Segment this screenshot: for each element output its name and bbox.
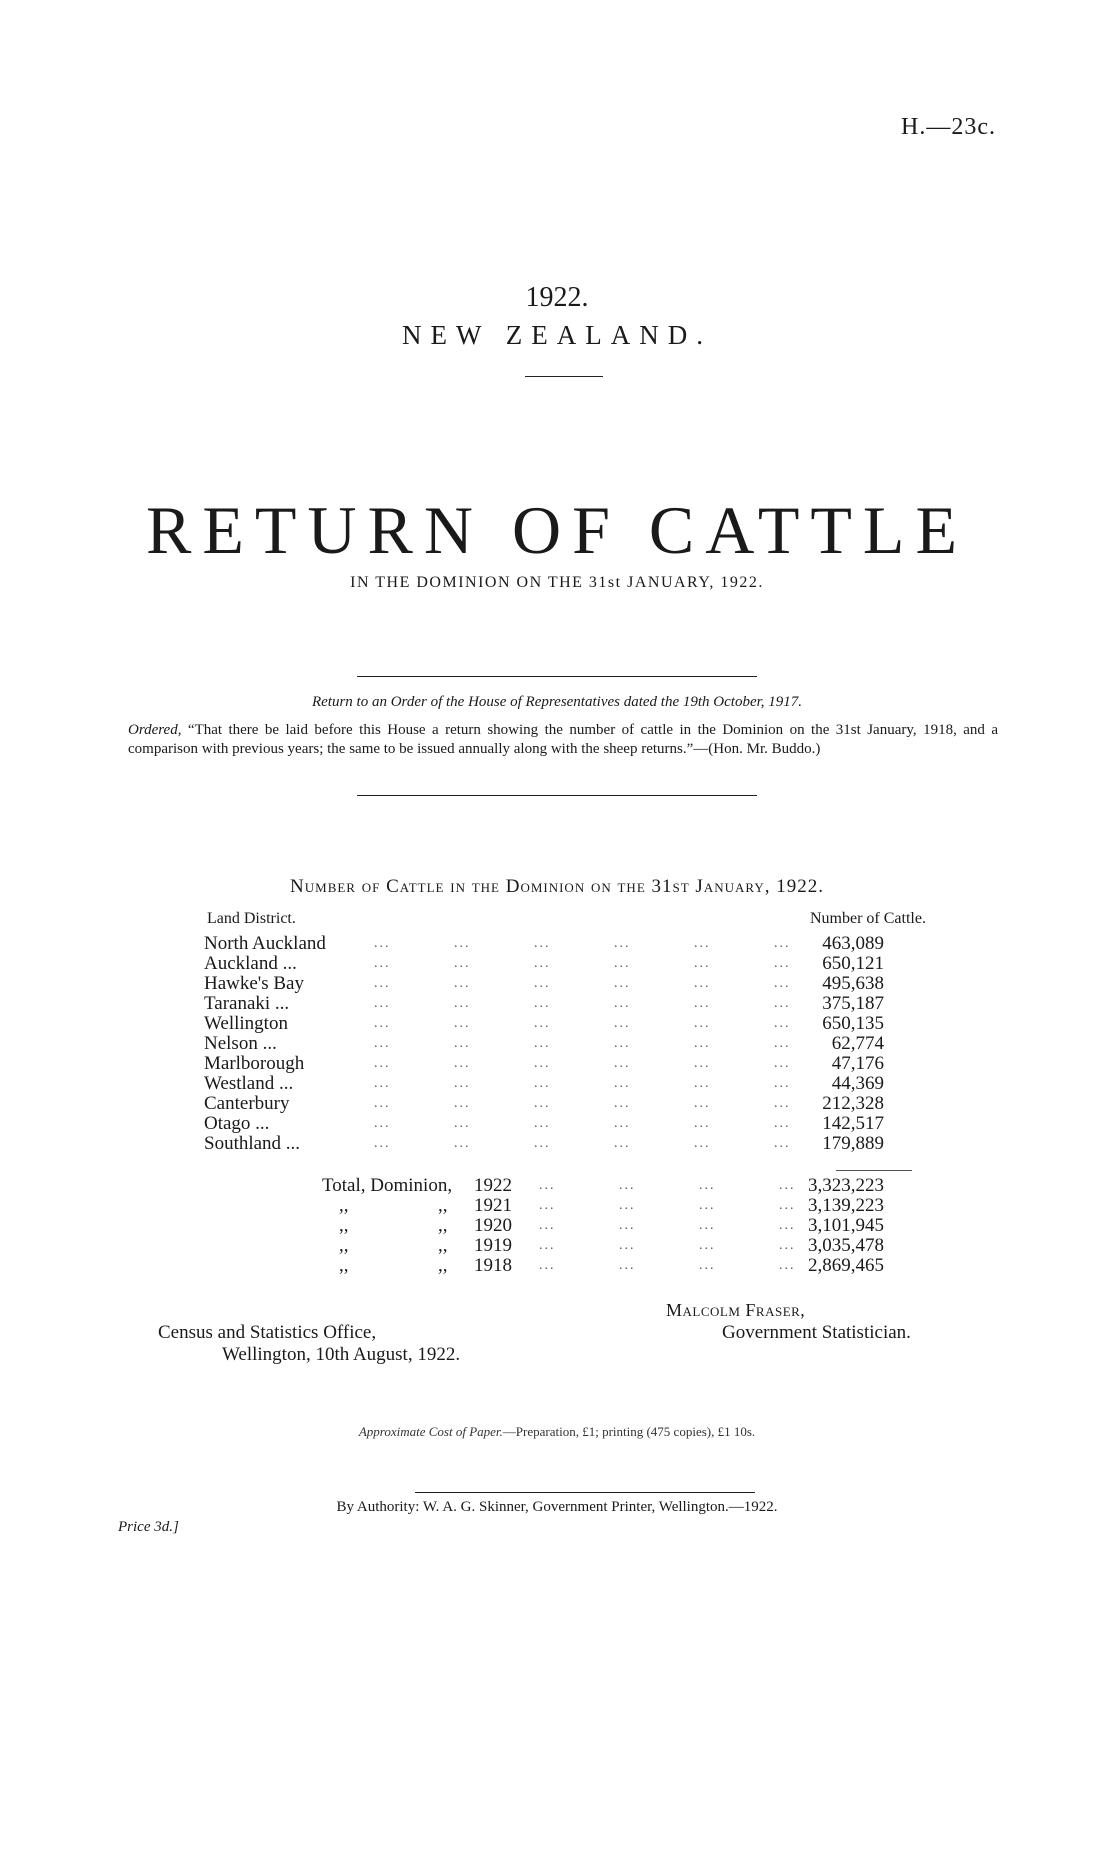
leader-dots: ... ... ... ... ... ...	[374, 1136, 791, 1151]
district-name: Hawke's Bay	[204, 973, 304, 994]
table-row	[204, 934, 924, 954]
district-name: Auckland ...	[204, 953, 297, 974]
signatory-title: Government Statistician.	[722, 1322, 911, 1343]
ordered-paragraph	[128, 721, 998, 759]
leader-dots: ... ... ... ... ... ...	[374, 996, 791, 1011]
ordered-label: Ordered,	[128, 722, 182, 738]
total-count: 3,035,478	[808, 1235, 884, 1256]
total-row	[204, 1256, 924, 1276]
district-name: Southland ...	[204, 1133, 301, 1154]
cattle-count: 375,187	[822, 993, 884, 1014]
leader-dots: ... ... ... ... ... ...	[374, 1096, 791, 1111]
totals-table	[204, 1176, 924, 1276]
country-heading: NEW ZEALAND.	[402, 320, 712, 350]
total-year: 1918	[474, 1255, 512, 1276]
total-label: Total, Dominion,	[322, 1175, 453, 1196]
ditto-marks: ,, ,,	[339, 1255, 448, 1276]
district-name: Nelson ...	[204, 1033, 277, 1054]
total-count: 2,869,465	[808, 1255, 884, 1276]
total-count: 3,323,223	[808, 1175, 884, 1196]
district-name: North Auckland	[204, 933, 326, 954]
total-count: 3,101,945	[808, 1215, 884, 1236]
printer-authority: By Authority: W. A. G. Skinner, Government Printer, Wellington.—1922.	[336, 1499, 778, 1515]
document-title: RETURN OF CATTLE	[146, 492, 968, 568]
sum-rule	[836, 1170, 912, 1171]
table-title: Number of Cattle in the Dominion on the 31st January, 1922.	[290, 876, 824, 897]
total-count: 3,139,223	[808, 1195, 884, 1216]
table-row	[204, 1014, 924, 1034]
divider-short	[525, 376, 603, 377]
divider-lower	[357, 795, 757, 796]
cattle-count: 650,135	[822, 1013, 884, 1034]
cattle-count: 212,328	[822, 1093, 884, 1114]
table-row	[204, 974, 924, 994]
total-row	[204, 1196, 924, 1216]
total-row	[204, 1216, 924, 1236]
table-row	[204, 1034, 924, 1054]
table-row	[204, 1094, 924, 1114]
cattle-count: 47,176	[831, 1053, 884, 1074]
ordered-text: “That there be laid before this House a return showing the number of cattle in the Dominion on the 31st January, 1918, and a comparison with previous years; the same to be issued annually along with the sheep returns.”—(Hon. Mr. Buddo.)	[128, 722, 999, 757]
cattle-count: 463,089	[822, 933, 884, 954]
cost-label: Approximate Cost of Paper.	[358, 1424, 503, 1439]
column-header-number-of-cattle: Number of Cattle.	[810, 910, 926, 927]
district-name: Marlborough	[204, 1053, 305, 1074]
cattle-count: 142,517	[822, 1113, 884, 1134]
cost-of-paper	[0, 1424, 1114, 1440]
cattle-count: 62,774	[831, 1033, 884, 1054]
ditto-marks: ,, ,,	[339, 1215, 448, 1236]
leader-dots: ... ... ... ...	[539, 1218, 796, 1233]
table-row	[204, 1134, 924, 1154]
leader-dots: ... ... ... ...	[539, 1258, 796, 1273]
total-year: 1921	[474, 1195, 512, 1216]
divider-upper	[357, 676, 757, 677]
office-line: Census and Statistics Office,	[158, 1322, 377, 1343]
ditto-marks: ,, ,,	[339, 1235, 448, 1256]
cost-text: —Preparation, £1; printing (475 copies), £1 10s.	[502, 1424, 756, 1439]
column-header-land-district: Land District.	[207, 910, 296, 927]
leader-dots: ... ... ... ... ... ...	[374, 936, 791, 951]
total-year: 1922	[474, 1175, 512, 1196]
leader-dots: ... ... ... ... ... ...	[374, 1036, 791, 1051]
signatory-name: Malcolm Fraser,	[666, 1300, 806, 1320]
document-subtitle: IN THE DOMINION ON THE 31st JANUARY, 1922.	[350, 574, 764, 591]
cattle-count: 44,369	[831, 1073, 884, 1094]
district-table	[204, 934, 924, 1154]
total-year: 1919	[474, 1235, 512, 1256]
district-name: Taranaki ...	[204, 993, 290, 1014]
total-year: 1920	[474, 1215, 512, 1236]
table-row	[204, 1114, 924, 1134]
leader-dots: ... ... ... ... ... ...	[374, 1016, 791, 1031]
leader-dots: ... ... ... ...	[539, 1238, 796, 1253]
divider-authority	[415, 1492, 755, 1493]
table-row	[204, 1074, 924, 1094]
district-name: Wellington	[204, 1013, 288, 1034]
page-reference: H.—23c.	[901, 114, 996, 140]
leader-dots: ... ... ... ... ... ...	[374, 1056, 791, 1071]
table-row	[204, 994, 924, 1014]
cattle-count: 650,121	[822, 953, 884, 974]
district-name: Canterbury	[204, 1093, 290, 1114]
table-row	[204, 954, 924, 974]
ditto-marks: ,, ,,	[339, 1195, 448, 1216]
document-year: 1922.	[525, 282, 589, 313]
district-name: Westland ...	[204, 1073, 294, 1094]
leader-dots: ... ... ... ... ... ...	[374, 1076, 791, 1091]
district-name: Otago ...	[204, 1113, 270, 1134]
cattle-count: 179,889	[822, 1133, 884, 1154]
leader-dots: ... ... ... ...	[539, 1198, 796, 1213]
return-order-line: Return to an Order of the House of Representatives dated the 19th October, 1917.	[311, 694, 803, 710]
office-date-line: Wellington, 10th August, 1922.	[222, 1344, 461, 1365]
price-note: Price 3d.]	[118, 1519, 179, 1535]
leader-dots: ... ... ... ... ... ...	[374, 956, 791, 971]
total-row	[204, 1236, 924, 1256]
table-row	[204, 1054, 924, 1074]
leader-dots: ... ... ... ... ... ...	[374, 976, 791, 991]
leader-dots: ... ... ... ... ... ...	[374, 1116, 791, 1131]
total-row	[204, 1176, 924, 1196]
cattle-count: 495,638	[822, 973, 884, 994]
leader-dots: ... ... ... ...	[539, 1178, 796, 1193]
